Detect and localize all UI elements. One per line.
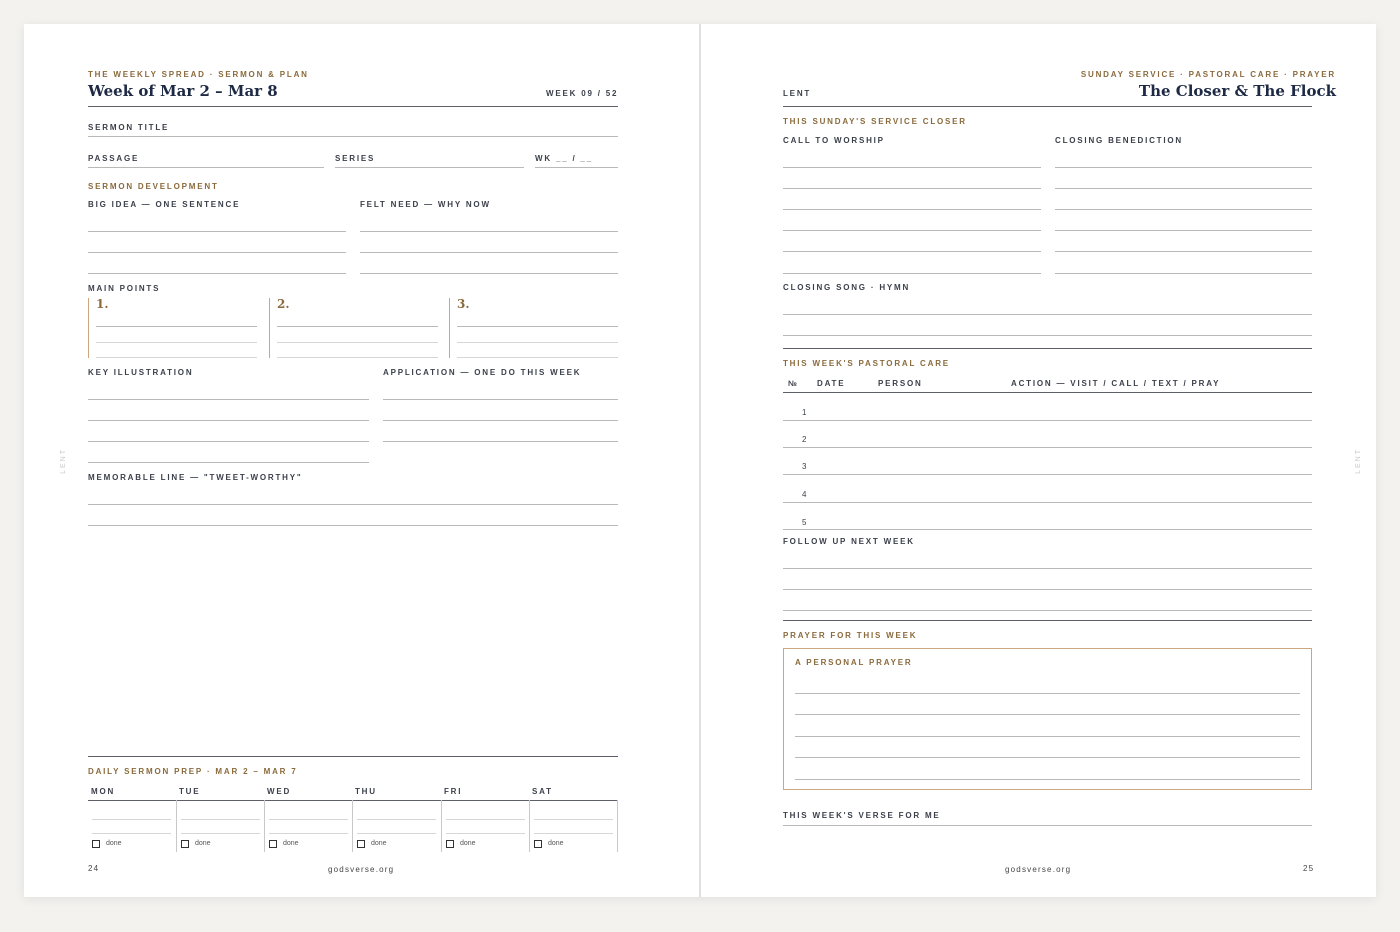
section-rule	[783, 348, 1312, 349]
series-line[interactable]	[335, 167, 524, 168]
main-points-label: MAIN POINTS	[88, 284, 161, 293]
row-number: 4	[802, 490, 807, 499]
illustration-line[interactable]	[88, 441, 369, 442]
passage-line[interactable]	[88, 167, 324, 168]
done-checkbox[interactable]	[92, 840, 100, 848]
follow-up-line[interactable]	[783, 589, 1312, 590]
left-kicker: THE WEEKLY SPREAD · SERMON & PLAN	[88, 70, 309, 79]
prayer-line[interactable]	[795, 757, 1300, 758]
felt-need-line[interactable]	[360, 273, 618, 274]
day-line[interactable]	[446, 819, 525, 820]
felt-need-label: FELT NEED — WHY NOW	[360, 200, 491, 209]
day-line[interactable]	[181, 833, 260, 834]
follow-up-label: FOLLOW UP NEXT WEEK	[783, 537, 915, 546]
done-checkbox[interactable]	[534, 840, 542, 848]
benediction-line[interactable]	[1055, 209, 1312, 210]
row-number: 3	[802, 462, 807, 471]
point-number: 2.	[277, 297, 290, 311]
day-line[interactable]	[181, 819, 260, 820]
day-line[interactable]	[446, 833, 525, 834]
sermon-title-line[interactable]	[88, 136, 618, 137]
right-kicker: SUNDAY SERVICE · PASTORAL CARE · PRAYER	[1080, 70, 1336, 79]
point-number: 3.	[457, 297, 470, 311]
day-line[interactable]	[357, 833, 436, 834]
verse-line[interactable]	[783, 825, 1312, 826]
big-idea-label: BIG IDEA — ONE SENTENCE	[88, 200, 241, 209]
table-row[interactable]	[783, 529, 1312, 530]
done-label: done	[283, 840, 299, 847]
table-row[interactable]	[783, 447, 1312, 448]
day-line[interactable]	[534, 833, 613, 834]
prayer-line[interactable]	[795, 714, 1300, 715]
prayer-line[interactable]	[795, 736, 1300, 737]
point-accent-bar	[269, 298, 270, 358]
prayer-box[interactable]	[783, 648, 1312, 790]
left-page	[24, 24, 699, 897]
call-to-worship-line[interactable]	[783, 209, 1041, 210]
prep-rule	[88, 756, 618, 757]
key-illustration-label: KEY ILLUSTRATION	[88, 368, 194, 377]
follow-up-line[interactable]	[783, 610, 1312, 611]
point-number: 1.	[96, 297, 109, 311]
title-rule	[783, 106, 1312, 107]
section-rule	[783, 620, 1312, 621]
memorable-line-label: MEMORABLE LINE — "TWEET-WORTHY"	[88, 473, 303, 482]
row-number: 5	[802, 518, 807, 527]
service-closer-heading: THIS SUNDAY'S SERVICE CLOSER	[783, 117, 967, 126]
felt-need-line[interactable]	[360, 231, 618, 232]
column-header: ACTION — VISIT / CALL / TEXT / PRAY	[1011, 379, 1221, 388]
day-line[interactable]	[269, 833, 348, 834]
day-divider	[264, 800, 265, 852]
big-idea-line[interactable]	[88, 231, 346, 232]
call-to-worship-line[interactable]	[783, 167, 1041, 168]
point-line[interactable]	[277, 326, 438, 327]
point-line[interactable]	[96, 342, 257, 343]
day-line[interactable]	[269, 819, 348, 820]
application-line[interactable]	[383, 420, 618, 421]
table-row[interactable]	[783, 502, 1312, 503]
point-line[interactable]	[96, 357, 257, 358]
day-label: SAT	[532, 787, 553, 796]
done-checkbox[interactable]	[181, 840, 189, 848]
day-line[interactable]	[92, 819, 171, 820]
point-line[interactable]	[277, 357, 438, 358]
series-label: SERIES	[335, 154, 376, 163]
sermon-title-label: SERMON TITLE	[88, 123, 170, 132]
column-header: №	[788, 379, 799, 388]
page-number: 24	[88, 864, 100, 873]
done-label: done	[195, 840, 211, 847]
call-to-worship-line[interactable]	[783, 273, 1041, 274]
call-to-worship-line[interactable]	[783, 188, 1041, 189]
follow-up-line[interactable]	[783, 568, 1312, 569]
illustration-line[interactable]	[88, 462, 369, 463]
call-to-worship-line[interactable]	[783, 230, 1041, 231]
page-number: 25	[1303, 864, 1315, 873]
day-label: THU	[355, 787, 377, 796]
wk-line[interactable]	[535, 167, 618, 168]
done-checkbox[interactable]	[357, 840, 365, 848]
title-rule	[88, 106, 618, 107]
memorable-line[interactable]	[88, 525, 618, 526]
development-heading: SERMON DEVELOPMENT	[88, 182, 219, 191]
day-divider	[529, 800, 530, 852]
pastoral-care-heading: THIS WEEK'S PASTORAL CARE	[783, 359, 950, 368]
benediction-line[interactable]	[1055, 188, 1312, 189]
side-tab-label: LENT	[60, 448, 67, 474]
closing-song-label: CLOSING SONG · HYMN	[783, 283, 911, 292]
benediction-line[interactable]	[1055, 251, 1312, 252]
planner-spread	[24, 24, 1376, 897]
column-header: DATE	[817, 379, 846, 388]
closing-song-line[interactable]	[783, 335, 1312, 336]
point-line[interactable]	[96, 326, 257, 327]
table-row[interactable]	[783, 474, 1312, 475]
day-label: TUE	[179, 787, 201, 796]
footer-url: godsverse.org	[328, 865, 395, 874]
point-line[interactable]	[457, 342, 618, 343]
felt-need-line[interactable]	[360, 252, 618, 253]
row-number: 2	[802, 435, 807, 444]
call-to-worship-label: CALL TO WORSHIP	[783, 136, 885, 145]
day-line[interactable]	[534, 819, 613, 820]
prayer-line[interactable]	[795, 779, 1300, 780]
day-divider	[441, 800, 442, 852]
done-label: done	[106, 840, 122, 847]
page-title: Week of Mar 2 – Mar 8	[88, 82, 278, 100]
benediction-line[interactable]	[1055, 273, 1312, 274]
closing-benediction-label: CLOSING BENEDICTION	[1055, 136, 1183, 145]
side-tab-label: LENT	[1355, 448, 1362, 474]
day-label: MON	[91, 787, 116, 796]
prayer-heading: PRAYER FOR THIS WEEK	[783, 631, 918, 640]
big-idea-line[interactable]	[88, 273, 346, 274]
closing-song-line[interactable]	[783, 314, 1312, 315]
day-grid-rule	[88, 800, 618, 801]
done-label: done	[371, 840, 387, 847]
day-label: FRI	[444, 787, 463, 796]
done-label: done	[460, 840, 476, 847]
point-accent-bar	[88, 298, 89, 358]
day-line[interactable]	[357, 819, 436, 820]
footer-url: godsverse.org	[1005, 865, 1072, 874]
call-to-worship-line[interactable]	[783, 251, 1041, 252]
point-line[interactable]	[277, 342, 438, 343]
memorable-line[interactable]	[88, 504, 618, 505]
personal-prayer-label: A PERSONAL PRAYER	[795, 658, 913, 667]
application-line[interactable]	[383, 399, 618, 400]
day-label: WED	[267, 787, 292, 796]
passage-label: PASSAGE	[88, 154, 140, 163]
day-divider	[352, 800, 353, 852]
right-page	[701, 24, 1376, 897]
verse-for-me-label: THIS WEEK'S VERSE FOR ME	[783, 811, 941, 820]
done-checkbox[interactable]	[269, 840, 277, 848]
day-divider	[617, 800, 618, 852]
day-divider	[176, 800, 177, 852]
page-title: The Closer & The Flock	[1138, 82, 1336, 100]
row-number: 1	[802, 408, 807, 417]
application-label: APPLICATION — ONE DO THIS WEEK	[383, 368, 582, 377]
table-header-rule	[783, 392, 1312, 393]
day-line[interactable]	[92, 833, 171, 834]
prayer-line[interactable]	[795, 693, 1300, 694]
daily-prep-heading: DAILY SERMON PREP · MAR 2 – MAR 7	[88, 767, 298, 776]
week-counter: WEEK 09 / 52	[546, 89, 619, 98]
season-label: LENT	[783, 89, 812, 98]
done-label: done	[548, 840, 564, 847]
benediction-line[interactable]	[1055, 230, 1312, 231]
table-row[interactable]	[783, 420, 1312, 421]
application-line[interactable]	[383, 441, 618, 442]
big-idea-line[interactable]	[88, 252, 346, 253]
done-checkbox[interactable]	[446, 840, 454, 848]
point-line[interactable]	[457, 326, 618, 327]
illustration-line[interactable]	[88, 420, 369, 421]
illustration-line[interactable]	[88, 399, 369, 400]
wk-label: WK __ / __	[535, 154, 594, 163]
benediction-line[interactable]	[1055, 167, 1312, 168]
point-line[interactable]	[457, 357, 618, 358]
point-accent-bar	[449, 298, 450, 358]
column-header: PERSON	[878, 379, 923, 388]
